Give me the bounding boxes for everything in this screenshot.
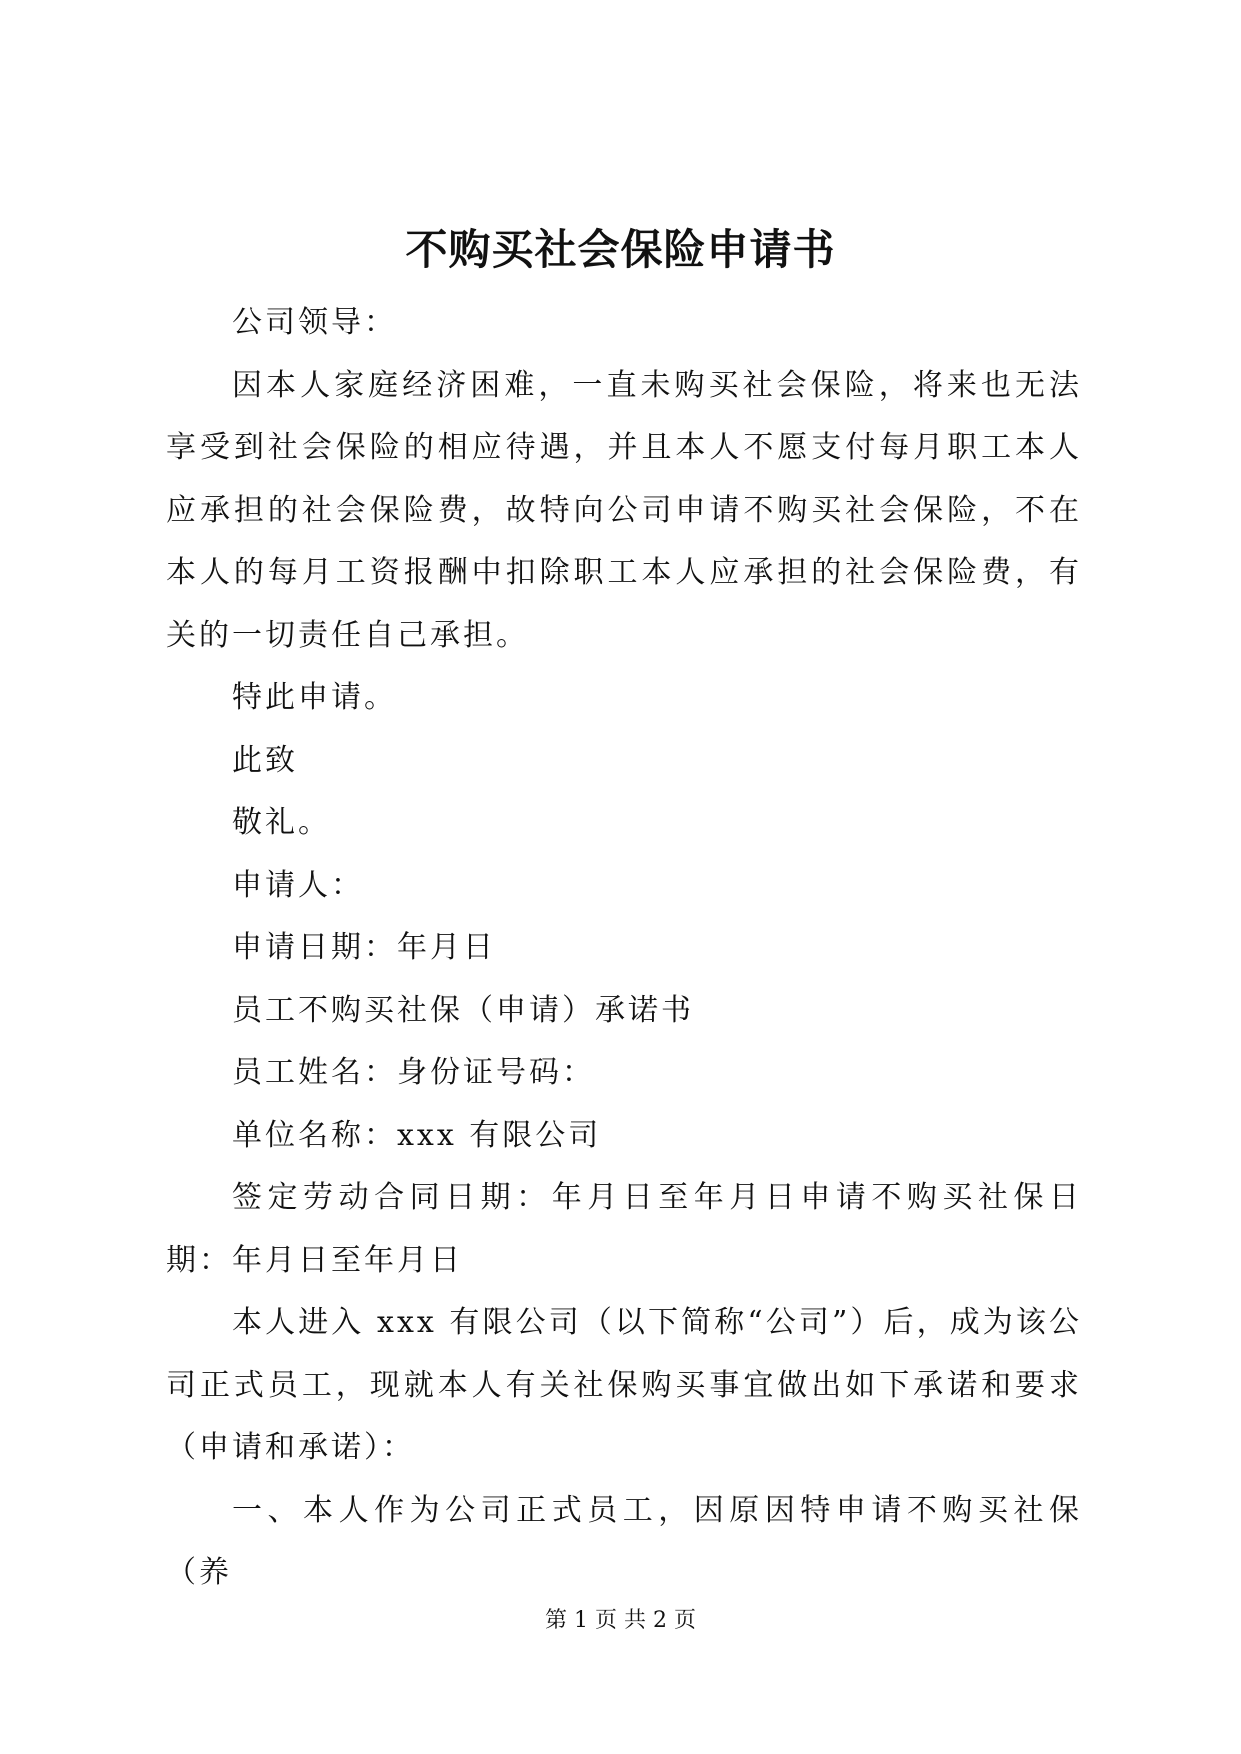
section-heading-commitment: 员工不购买社保（申请）承诺书: [232, 992, 694, 1028]
paragraph-commitment-intro: 本人进入 xxx 有限公司（以下简称“公司”）后，成为该公司正式员工，现就本人有关社保购买事宜做出如下承诺和要求（申请和承诺）：: [166, 1305, 1082, 1465]
paragraph-request: 特此申请。: [232, 680, 397, 715]
applicant-line: 申请人：: [232, 867, 364, 903]
employee-info-line: 员工姓名：身份证号码：: [232, 1055, 595, 1090]
company-name-line: 单位名称：xxx 有限公司: [232, 1117, 602, 1153]
page-footer: 第 1 页 共 2 页: [545, 1608, 696, 1633]
document-body: [166, 292, 1082, 1605]
contract-date-line: 签定劳动合同日期：年月日至年月日申请不购买社保日期：年月日至年月日: [166, 1180, 1082, 1278]
closing-line-1: 此致: [232, 742, 298, 778]
application-date-line: 申请日期：年月日: [232, 930, 496, 965]
paragraph-reason: 因本人家庭经济困难，一直未购买社会保险，将来也无法享受到社会保险的相应待遇，并且本人不愿支付每月职工本人应承担的社会保险费，故特向公司申请不购买社会保险，不在本人的每月工资报酬中扣除职工本人应承担的社会保险费，有关的一切责任自己承担。: [166, 367, 1082, 653]
closing-line-2: 敬礼。: [232, 805, 331, 840]
salutation: 公司领导：: [232, 305, 397, 340]
paragraph-item-1: 一、本人作为公司正式员工，因原因特申请不购买社保（养: [166, 1492, 1082, 1590]
document-title: 不购买社会保险申请书: [405, 225, 836, 274]
